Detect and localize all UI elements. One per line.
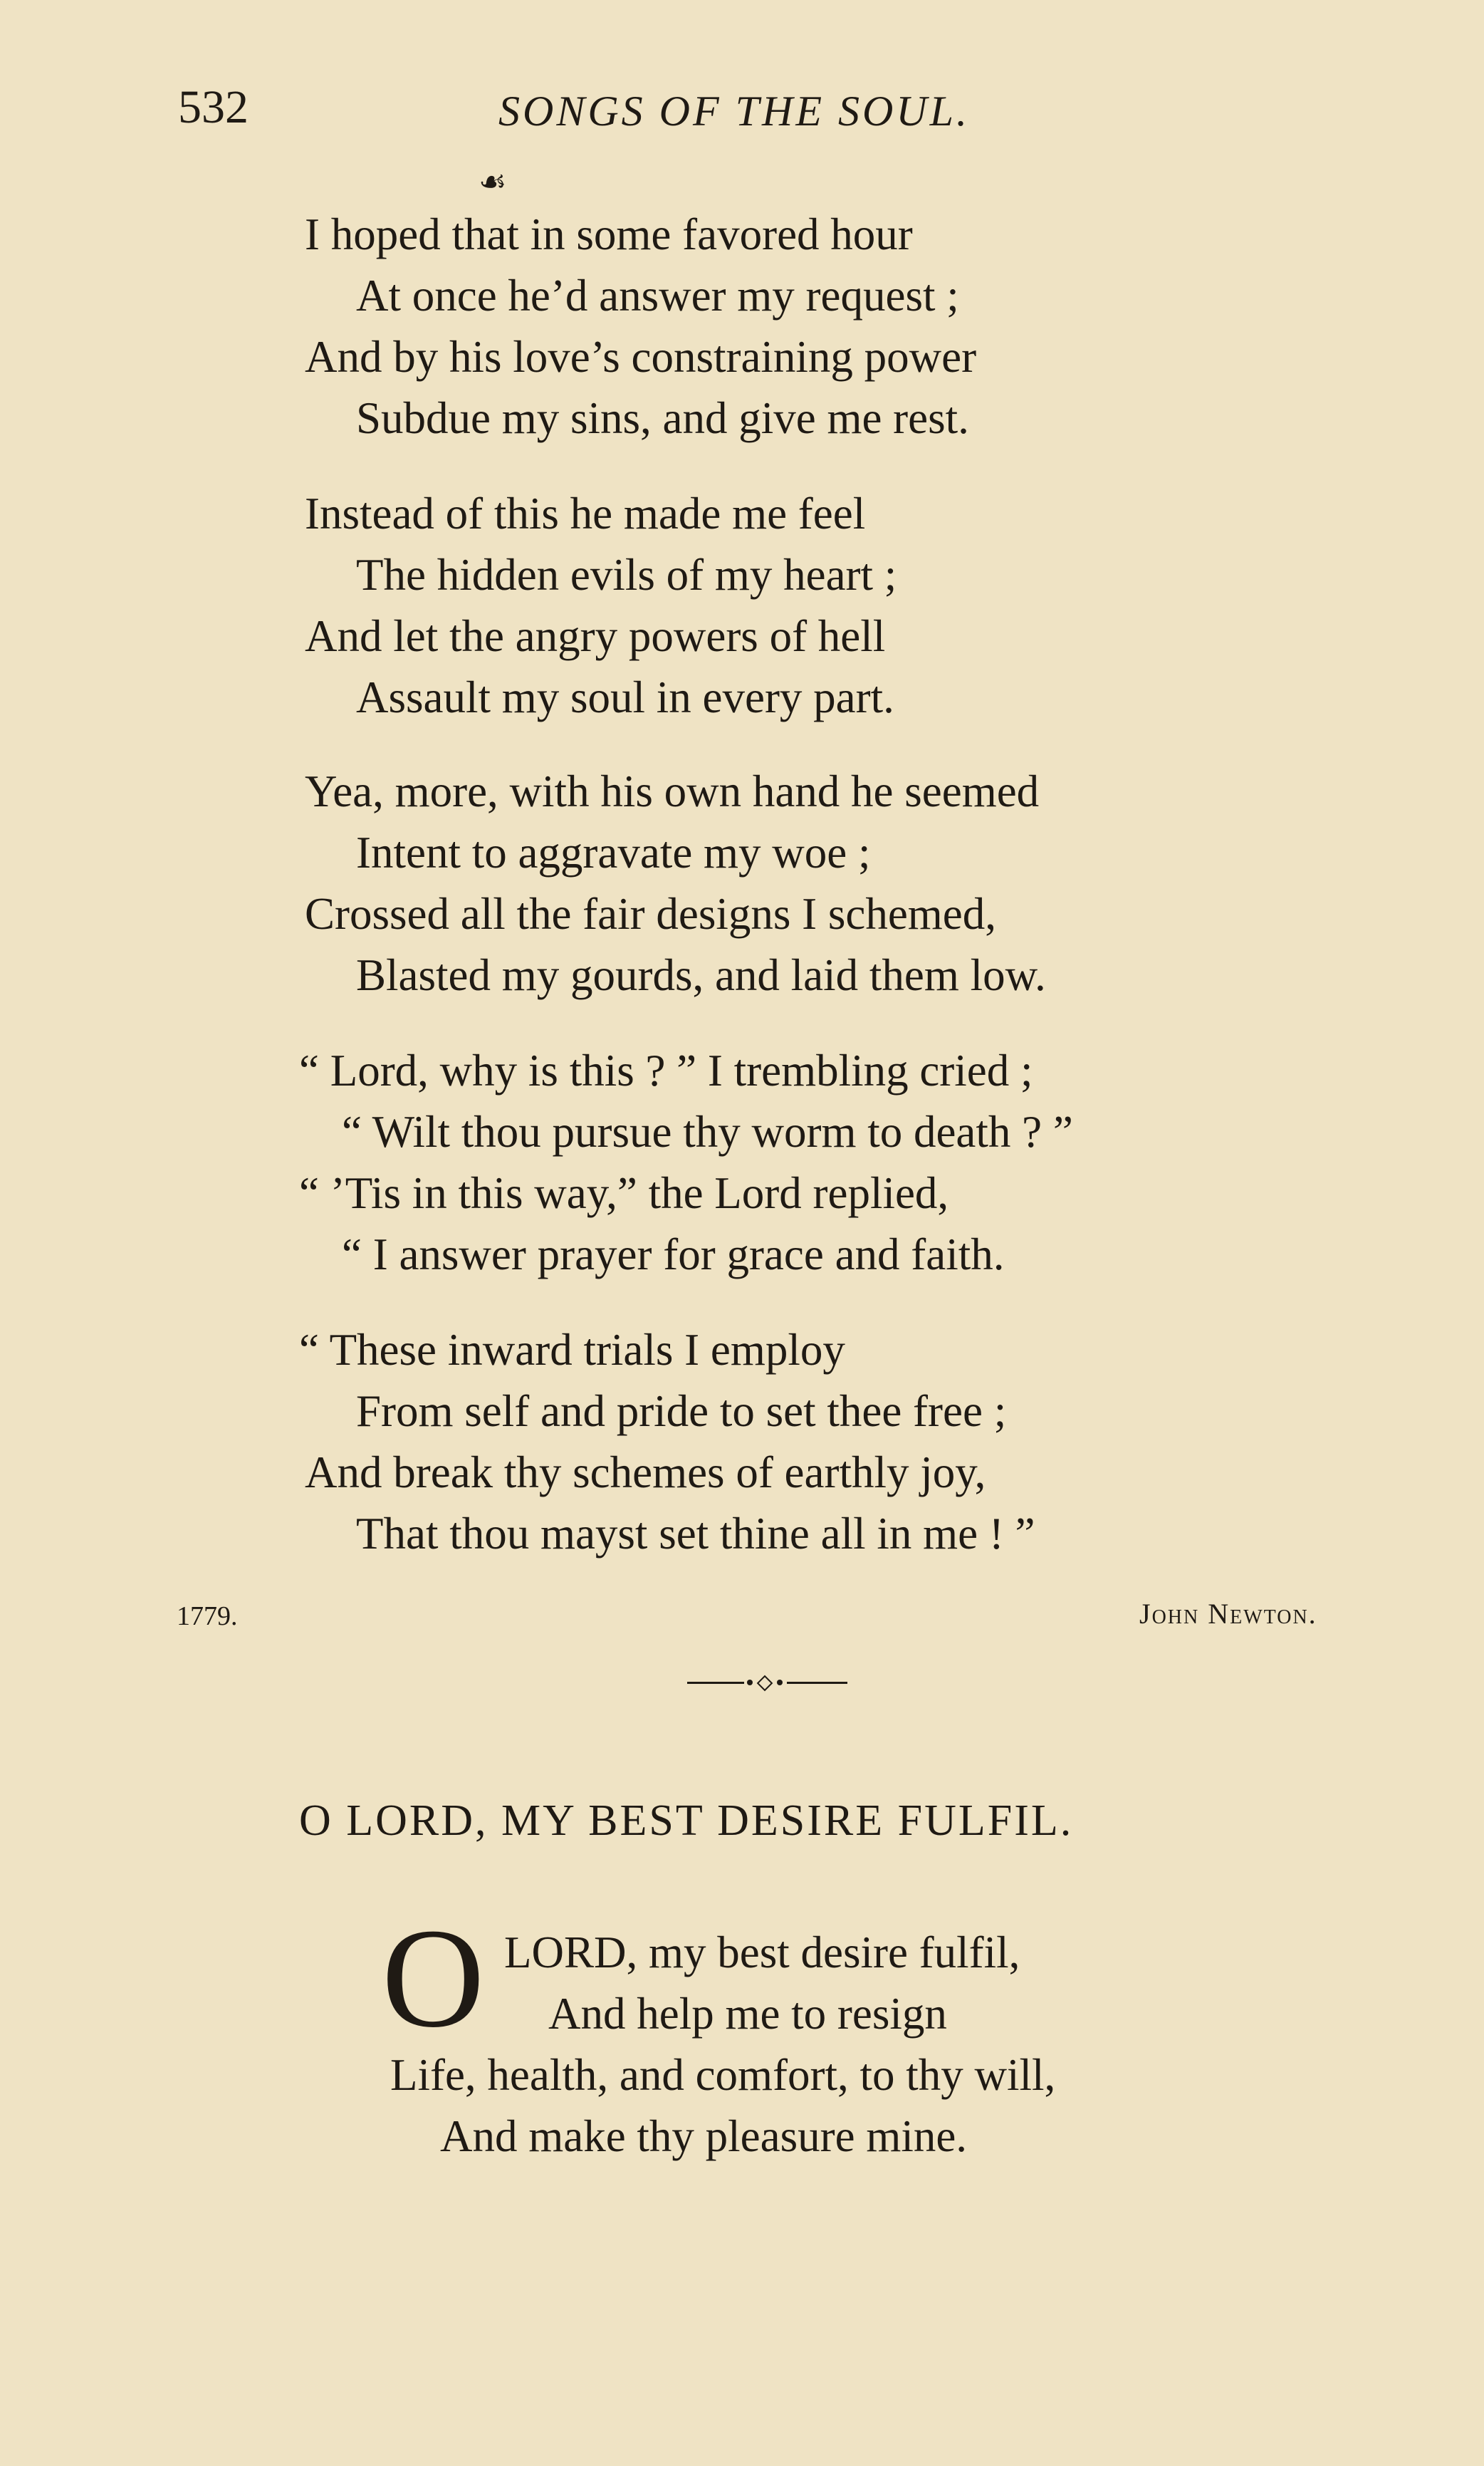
running-head: SONGS OF THE SOUL.: [498, 88, 971, 135]
poem-line: Life, health, and comfort, to thy will,: [390, 2050, 1056, 2100]
poem-line: “ ’Tis in this way,” the Lord replied,: [299, 1168, 949, 1218]
poem-line: And help me to resign: [548, 1989, 947, 2039]
poem-line: I hoped that in some favored hour: [305, 209, 913, 259]
divider-line-right: [787, 1682, 847, 1684]
poem-line: Blasted my gourds, and laid them low.: [356, 950, 1046, 1000]
poem-line: And make thy pleasure mine.: [440, 2111, 968, 2161]
poem-title: O LORD, MY BEST DESIRE FULFIL.: [299, 1796, 1074, 1845]
poem-line: Instead of this he made me feel: [305, 489, 866, 539]
fleuron-ornament-icon: ☙: [479, 165, 507, 199]
section-divider: [687, 1676, 847, 1689]
poem-line: LORD, my best desire fulfil,: [504, 1927, 1020, 1977]
divider-dot-right: [777, 1680, 783, 1685]
poem-line: Subdue my sins, and give me rest.: [356, 393, 969, 443]
divider-line-left: [687, 1682, 744, 1684]
divider-diamond-icon: [757, 1675, 773, 1692]
poem-line: “ These inward trials I employ: [299, 1325, 845, 1375]
divider-dot-left: [747, 1680, 753, 1685]
poem-line: That thou mayst set thine all in me ! ”: [356, 1509, 1035, 1559]
poem-line: And by his love’s constraining power: [305, 332, 977, 382]
poem-line: “ I answer prayer for grace and faith.: [342, 1229, 1005, 1279]
poem-line: Crossed all the fair designs I schemed,: [305, 889, 996, 939]
poem-line: “ Lord, why is this ? ” I trembling cried ;: [299, 1046, 1033, 1096]
poem-line: From self and pride to set thee free ;: [356, 1386, 1007, 1436]
poem-line: “ Wilt thou pursue thy worm to death ? ”: [342, 1107, 1073, 1157]
poem-line: And let the angry powers of hell: [305, 611, 886, 661]
poem-line: The hidden evils of my heart ;: [356, 550, 897, 600]
poem-line: At once he’d answer my request ;: [356, 271, 959, 321]
footer-year: 1779.: [177, 1601, 238, 1631]
poem-line: Yea, more, with his own hand he seemed: [305, 766, 1040, 816]
poem-line: Intent to aggravate my woe ;: [356, 828, 871, 878]
poem-line: Assault my soul in every part.: [356, 672, 894, 722]
page-number: 532: [178, 81, 249, 133]
footer-author: John Newton.: [1139, 1598, 1317, 1630]
poem-line: And break thy schemes of earthly joy,: [305, 1447, 986, 1497]
drop-cap: O: [382, 1900, 485, 2057]
